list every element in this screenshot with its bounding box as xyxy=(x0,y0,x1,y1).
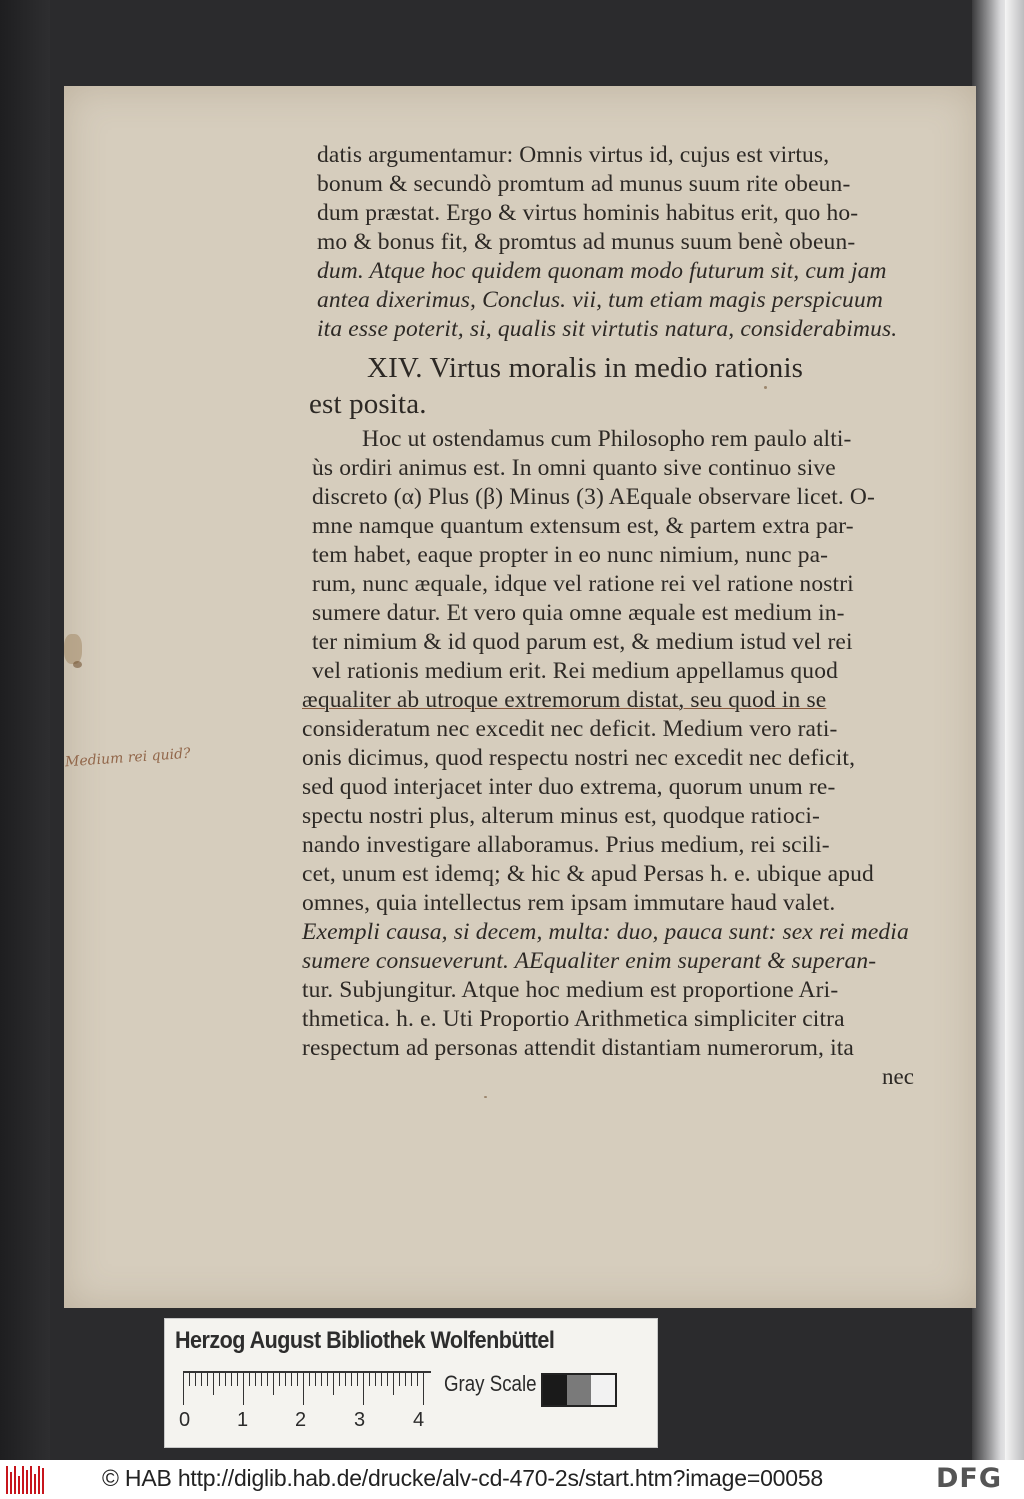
text-line: nando investigare allaboramus. Prius medium, rei scili- xyxy=(302,832,830,858)
ruler-tick xyxy=(195,1371,196,1386)
ruler-tick xyxy=(201,1371,202,1386)
text-line: sed quod interjacet inter duo extrema, quorum unum re- xyxy=(302,774,836,800)
viewer-footer xyxy=(0,1460,1024,1499)
gray-scale-label: Gray Scale xyxy=(444,1371,537,1396)
scale-number: 1 xyxy=(237,1409,249,1431)
handwritten-margin-note: Medium rei quid? xyxy=(64,745,192,771)
gray-scale-swatches xyxy=(541,1373,617,1407)
text-line: datis argumentamur: Omnis virtus id, cujus est virtus, xyxy=(317,142,830,168)
ruler-tick xyxy=(375,1371,376,1386)
text-line: Exempli causa, si decem, multa: duo, pauca sunt: sex rei media xyxy=(302,919,909,945)
ruler-tick xyxy=(261,1371,262,1386)
text-line: onis dicimus, quod respectu nostri nec excedit nec deficit, xyxy=(302,745,856,771)
ruler-tick xyxy=(405,1371,406,1386)
copyright-url[interactable]: © HAB http://diglib.hab.de/drucke/alv-cd-470-2s/start.htm?image=00058 xyxy=(102,1465,824,1491)
text-line: ùs ordiri animus est. In omni quanto sive continuo sive xyxy=(312,455,836,481)
text-line: sumere datur. Et vero quia omne æquale est medium in- xyxy=(312,600,845,626)
ruler-tick xyxy=(207,1371,208,1386)
ruler-tick xyxy=(417,1371,418,1386)
text-line: Hoc ut ostendamus cum Philosopho rem paulo alti- xyxy=(362,426,852,452)
text-line: tur. Subjungitur. Atque hoc medium est proportione Ari- xyxy=(302,977,839,1003)
ruler-tick xyxy=(243,1371,244,1405)
text-line: respectum ad personas attendit distantiam numerorum, ita xyxy=(302,1035,855,1061)
text-line: omnes, quia intellectus rem ipsam immutare haud valet. xyxy=(302,890,836,916)
scan-background-left xyxy=(0,0,50,1460)
ruler-tick xyxy=(303,1371,304,1405)
hab-logo-icon xyxy=(6,1466,48,1494)
text-line: ita esse poterit, si, qualis sit virtutis natura, considerabimus. xyxy=(317,316,898,342)
library-name: Herzog August Bibliothek Wolfenbüttel xyxy=(175,1327,555,1354)
ruler-tick xyxy=(183,1371,184,1405)
ruler-tick xyxy=(399,1371,400,1386)
ruler-tick xyxy=(339,1371,340,1386)
ruler-tick xyxy=(381,1371,382,1386)
gray-swatch xyxy=(591,1375,615,1405)
barcode-bar xyxy=(42,1468,44,1494)
barcode-bar xyxy=(22,1466,24,1494)
ruler-tick xyxy=(231,1371,232,1386)
dfg-logo: DFG xyxy=(936,1463,1003,1494)
barcode-bar xyxy=(6,1466,8,1494)
text-line: mne namque quantum extensum est, & partem extra par- xyxy=(312,513,854,539)
ruler-tick xyxy=(219,1371,220,1386)
ruler-tick xyxy=(213,1371,214,1395)
ruler-tick xyxy=(333,1371,334,1395)
ruler-tick xyxy=(345,1371,346,1386)
ruler-tick xyxy=(309,1371,310,1386)
text-line: æqualiter ab utroque extremorum distat, seu quod in se xyxy=(302,687,827,713)
barcode-bar xyxy=(18,1476,20,1494)
text-line: vel rationis medium erit. Rei medium appellamus quod xyxy=(312,658,839,684)
barcode-bar xyxy=(38,1466,40,1494)
text-line: ter nimium & id quod parum est, & medium istud vel rei xyxy=(312,629,853,655)
barcode-bar xyxy=(30,1466,32,1494)
barcode-bar xyxy=(14,1466,16,1494)
text-line: sumere consueverunt. AEqualiter enim superant & superan- xyxy=(302,948,877,974)
text-line: tem habet, eaque propter in eo nunc nimium, nunc pa- xyxy=(312,542,829,568)
text-line: dum. Atque hoc quidem quonam modo futurum sit, cum jam xyxy=(317,258,887,284)
scale-number: 4 xyxy=(413,1409,425,1431)
ruler-tick xyxy=(315,1371,316,1386)
color-target-card xyxy=(164,1318,658,1448)
ruler-tick xyxy=(273,1371,274,1395)
barcode-bar xyxy=(10,1472,12,1494)
ruler-tick xyxy=(387,1371,388,1386)
barcode-bar xyxy=(34,1474,36,1494)
text-line: bonum & secundò promtum ad munus suum rite obeun- xyxy=(317,171,851,197)
text-line: cet, unum est idemq; & hic & apud Persas h. e. ubique apud xyxy=(302,861,874,887)
ruler-tick xyxy=(423,1371,424,1405)
ruler-tick xyxy=(249,1371,250,1386)
scale-number: 0 xyxy=(179,1409,191,1431)
book-edge-highlight xyxy=(1005,0,1024,1460)
page-text xyxy=(64,86,976,1308)
ruler-tick xyxy=(411,1371,412,1386)
ruler-tick xyxy=(285,1371,286,1386)
text-line: consideratum nec excedit nec deficit. Medium vero rati- xyxy=(302,716,838,742)
book-page xyxy=(64,86,976,1308)
ruler-tick xyxy=(393,1371,394,1395)
gray-swatch xyxy=(567,1375,591,1405)
ruler-tick xyxy=(291,1371,292,1386)
scale-number: 2 xyxy=(295,1409,307,1431)
text-line: thmetica. h. e. Uti Proportio Arithmetica simpliciter citra xyxy=(302,1006,845,1032)
ruler-tick xyxy=(267,1371,268,1386)
ruler-tick xyxy=(255,1371,256,1386)
ruler-tick xyxy=(297,1371,298,1386)
ruler-tick xyxy=(327,1371,328,1386)
ruler-tick xyxy=(369,1371,370,1386)
text-line: mo & bonus fit, & promtus ad munus suum benè obeun- xyxy=(317,229,856,255)
gray-swatch xyxy=(543,1375,567,1405)
scale-ruler xyxy=(183,1371,431,1407)
scale-number: 3 xyxy=(354,1409,366,1431)
text-line: antea dixerimus, Conclus. vii, tum etiam magis perspicuum xyxy=(317,287,883,313)
text-line: rum, nunc æquale, idque vel ratione rei vel ratione nostri xyxy=(312,571,854,597)
ruler-tick xyxy=(237,1371,238,1386)
barcode-bar xyxy=(26,1470,28,1494)
ruler-tick xyxy=(363,1371,364,1405)
ruler-tick xyxy=(321,1371,322,1386)
catchword: nec xyxy=(882,1064,914,1089)
ruler-tick xyxy=(189,1371,190,1386)
ruler-tick xyxy=(279,1371,280,1386)
text-line: spectu nostri plus, alterum minus est, quodque ratioci- xyxy=(302,803,820,829)
section-heading-continued: est posita. xyxy=(309,388,427,420)
text-line: discreto (α) Plus (β) Minus (3) AEquale observare licet. O- xyxy=(312,484,876,510)
ruler-tick xyxy=(225,1371,226,1386)
text-line: dum præstat. Ergo & virtus hominis habitus erit, quo ho- xyxy=(317,200,859,226)
ruler-tick xyxy=(351,1371,352,1386)
ruler-tick xyxy=(357,1371,358,1386)
section-heading: XIV. Virtus moralis in medio rationis xyxy=(367,352,804,384)
